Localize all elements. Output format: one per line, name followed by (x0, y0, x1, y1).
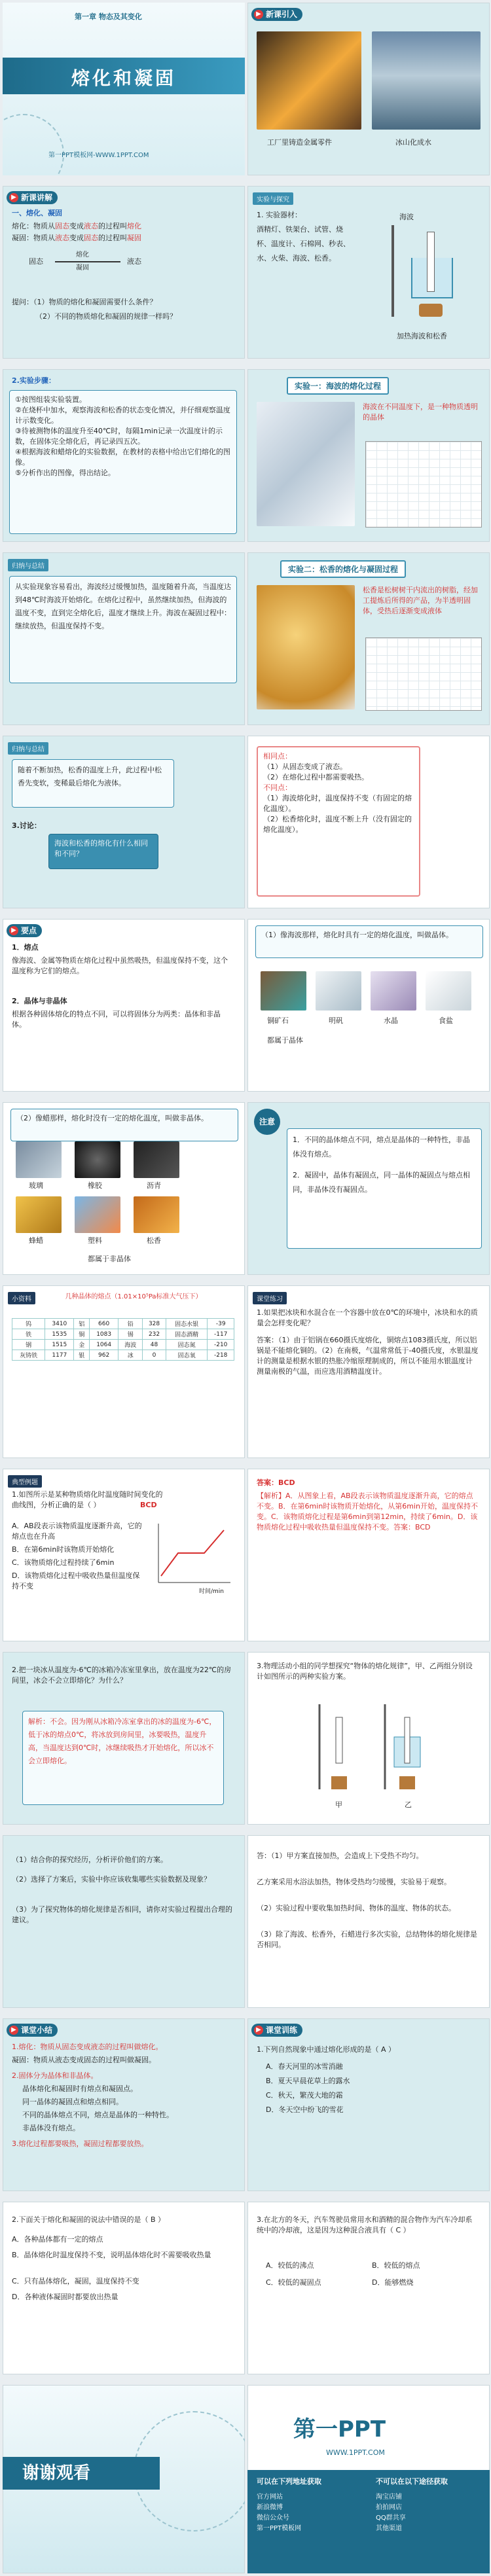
slide-summary-final (3, 2018, 245, 2191)
answer-d: （3）除了海波、松香外，石蜡进行多次实验，总结物体的熔化规律是否相同。 (257, 1930, 477, 1949)
thanks-text: 谢谢观看 (22, 2463, 91, 2483)
kp-heading-2: 2．晶体与非晶体 (12, 997, 67, 1005)
forbidden-title: 不可以在以下途径获取 (376, 2477, 448, 2486)
label-plastic: 塑料 (88, 1236, 102, 1245)
summary-line-2: 凝固：物质从液态变成固态的过程叫做凝固。 (12, 2056, 156, 2064)
diagram-melt: 熔化 (76, 251, 89, 259)
diagram-liquid: 液态 (127, 257, 141, 266)
section-tag: 归纳与总结 (8, 742, 48, 755)
def-key: 液态 (84, 222, 98, 230)
exp1-graph (365, 441, 482, 528)
def-key: 液态 (55, 234, 69, 242)
forbidden-item: 淘宝店铺 (376, 2494, 402, 2501)
slide-title-text: 课堂训练 (266, 2026, 298, 2035)
brand-logo (293, 2411, 386, 2443)
def-text: 的过程叫 (98, 222, 127, 230)
slide-title-text: 课堂小结 (21, 2026, 53, 2035)
bullet-icon: ▶ (9, 2026, 18, 2035)
option-d: D．各种液体凝固时都要放出热量 (12, 2293, 118, 2301)
salt-photo (426, 971, 471, 1011)
option-a: A．春天河里的冰雪消融 (266, 2062, 343, 2071)
option-a: A．较低的沸点 (266, 2261, 314, 2270)
option-a: A．各种晶体都有一定的熔点 (12, 2235, 103, 2244)
label-yi: 乙 (405, 1800, 412, 1809)
x-axis-label: 时间/min (199, 1588, 225, 1595)
discuss-label: 3.讨论： (12, 821, 41, 830)
label-glass: 玻璃 (29, 1181, 43, 1190)
casting-metal-photo (257, 31, 361, 130)
option-c: C．该物质熔化过程持续了6min (12, 1558, 115, 1567)
slide-title (7, 191, 58, 204)
diff-2: （2）松香熔化时，温度不断上升（没有固定的熔化温度）。 (263, 815, 412, 834)
exp2-title: 实验二：松香的熔化与凝固过程 (280, 560, 406, 578)
slide-title (251, 2024, 302, 2037)
temp-time-graph (152, 1517, 237, 1596)
slide-title-text: 新课讲解 (21, 193, 53, 202)
slide-example-1 (3, 1469, 245, 1641)
summary-line-4: 晶体熔化和凝固时有熔点和凝固点。 (22, 2084, 137, 2093)
practice-question: 1.如果把冰块和水混合在一个容器中放在0℃的环境中，冰块和水的质量会怎样变化呢？ (257, 1308, 478, 1327)
def-key: 凝固 (127, 234, 141, 242)
apparatus-drawing (378, 225, 477, 323)
label-haibo: 海波 (399, 213, 414, 221)
def-melting (12, 221, 141, 232)
slide-notice (247, 1102, 490, 1275)
melting-point-table (12, 1318, 234, 1361)
label-rubber: 橡胶 (88, 1181, 102, 1190)
slide-exp2 (247, 552, 490, 725)
allowed-title: 可以在下列地址获取 (257, 2477, 321, 2486)
exp2-graph (365, 637, 482, 711)
summary-line-7: 非晶体没有熔点。 (22, 2124, 80, 2132)
def-text: 熔化：物质从 (12, 222, 55, 230)
slide-example-3-answers (247, 1835, 490, 2008)
step-4: ④根据海波和蜡熔化的实验数据，在教材的表格中给出它们熔化的图像。 (15, 448, 230, 467)
summary-line-1: 1.熔化：物质从固态变成液态的过程叫做熔化。 (12, 2043, 163, 2051)
analysis-text: 【解析】A．从图象上看，AB段表示该物质温度逐渐升高，它的熔点不变。B．在第6min时该物质开始熔化，从第6min开始，温度保持不变。C．该物质熔化过程是第6min到第12min，持续了6min。D．该物质熔化过程中吸收热量但温度保持不变。答案：BCD (257, 1492, 479, 1531)
summary-line-6: 不同的晶体熔点不同，熔点是晶体的一种特性。 (22, 2111, 173, 2119)
example-question: 1.如图所示是某种物质熔化时温度随时间变化的曲线图，分析正确的是（ ） (12, 1490, 163, 1509)
rosin-photo (257, 585, 355, 709)
diagram-arrow (55, 261, 120, 262)
noncrystal-bottom: 都属于非晶体 (88, 1255, 131, 1263)
brand-name: 第一PPT (293, 2416, 386, 2442)
noncrystal-def: （2）像蜡那样，熔化时没有一定的熔化温度，叫做非晶体。 (10, 1109, 238, 1141)
training3-question: 3.在北方的冬天，汽车驾驶员常用水和酒精的混合物作为汽车冷却系统中的冷却液，这是因为这种混合液具有（ C ） (257, 2215, 473, 2234)
question-b: （2）选择了方案后，实验中你应该收集哪些实验数据及现象？ (12, 1875, 211, 1884)
step-2: ②在烧杯中加水，观察海波和松香的状态变化情况，并仔细观察温度计示数变化。 (15, 406, 230, 425)
test-tube (427, 232, 435, 292)
option-b: B．较低的熔点 (372, 2261, 420, 2270)
exp1-title: 实验一：海波的熔化过程 (287, 377, 389, 395)
crystal-def: （1）像海波那样，熔化时具有一定的熔化温度，叫做晶体。 (255, 925, 483, 958)
label-rosin: 松香 (147, 1236, 161, 1245)
slide-training-1 (247, 2018, 490, 2191)
allowed-item: 官方网站 (257, 2494, 283, 2501)
chapter-label: 第一章 物态及其变化 (75, 12, 142, 21)
answer-c: （2）实验过程中要收集加热时间、物体的温度、物体的状态。 (257, 1904, 456, 1912)
notice-box (287, 1128, 482, 1249)
allowed-item: 微信公众号 (257, 2514, 289, 2522)
compare-box (257, 746, 420, 897)
label-beeswax: 蜂蜡 (29, 1236, 43, 1245)
option-c: C．秋天，繁茂大地的霜 (266, 2091, 343, 2100)
cover-footer: 第一PPT模板网-WWW.1PPT.COM (48, 152, 149, 159)
curve (161, 1530, 224, 1576)
label-alum: 明矾 (329, 1016, 343, 1025)
same-1: （1）从固态变成了液态。 (263, 762, 347, 771)
practice-answer: 答案：（1）由于铝锅在660摄氏度熔化，铜熔点1083摄氏度，所以铝锅是不能熔化铜的。（2）在南极，气温常常低于-40摄氏度，水银温度计的测量是根据水银的热胀冷缩原理制成的，所以不能用水银温度计测量南极的气温，而应选用酒精温度计。 (257, 1336, 479, 1376)
slide-equipment (247, 186, 490, 359)
answer-a: 答：（1）甲方案直接加热，会造成上下受热不均匀。 (257, 1851, 424, 1860)
kp-para-1: 像海波、金属等物质在熔化过程中虽然吸热，但温度保持不变，这个温度称为它们的熔点。 (12, 956, 228, 975)
option-a: A．AB段表示该物质温度逐渐升高，它的熔点也在升高 (12, 1522, 142, 1541)
slide-intro (247, 3, 490, 175)
same-label: 相同点： (263, 752, 292, 760)
forbidden-item: 拍拍网店 (376, 2504, 402, 2511)
quartz-photo (371, 971, 416, 1011)
kp-heading-1: 1．熔点 (12, 943, 39, 952)
slide-compare (247, 736, 490, 908)
bullet-icon: ▶ (254, 10, 263, 19)
question-2: （2）不同的物质熔化和凝固的规律一样吗？ (35, 312, 177, 321)
slide-example-3-questions (3, 1835, 245, 2008)
question-a: （1）结合你的探究经历，分析评价他们的方案。 (12, 1855, 168, 1864)
apparatus-a (313, 1704, 365, 1796)
caption-casting: 工厂里铸造金属零件 (267, 138, 332, 147)
caption-iceberg: 冰山化成水 (395, 138, 431, 147)
brand-url: WWW.1PPT.COM (326, 2448, 385, 2457)
slide-keypoints (3, 919, 245, 1092)
notice-2: 2．凝固中，晶体有凝固点，同一晶体的凝固点与熔点相同，非晶体没有凝固点。 (293, 1171, 470, 1194)
option-c: C．只有晶体熔化，凝固，温度保持不变 (12, 2277, 139, 2285)
summary-box: 从实验现象容易看出，海波经过缓慢加热，温度随着升高，当温度达到48℃时海波开始熔化。在熔化过程中，虽然继续加热，但海波的温度不变，直到完全熔化后，温度才继续上升。海波在凝固过程中：继续放热，但温度保持不变。 (9, 576, 237, 683)
example3-question: 3.物理活动小组的同学想探究“物体的熔化规律”，甲、乙两组分别设计如图所示的两种实验方案。 (257, 1662, 473, 1681)
slide-steps (3, 369, 245, 542)
beeswax-photo (16, 1196, 62, 1233)
step-1: ①按图组装实验装置。 (15, 395, 86, 404)
slide-noncrystals (3, 1102, 245, 1275)
diff-1: （1）海波熔化时，温度保持不变（有固定的熔化温度）。 (263, 794, 412, 813)
subheading: 一、熔化、凝固 (12, 209, 62, 217)
slide-title (7, 924, 42, 937)
exp1-note: 海波在不同温度下，是一种物质透明的晶体 (363, 402, 478, 421)
apparatus-b (378, 1704, 431, 1796)
question-c: （3）为了探究物体的熔化规律是否相同，请你对实验过程提出合理的建议。 (12, 1905, 232, 1924)
forbidden-item: QQ群共享 (376, 2514, 406, 2522)
option-d: D．能够燃烧 (372, 2278, 414, 2287)
slide-practice-1 (247, 1285, 490, 1458)
rosin-summary: 随着不断加热，松香的温度上升，此过程中松香先变软，变稀最后熔化为液体。 (12, 759, 174, 808)
def-key: 固态 (84, 234, 98, 242)
iceberg-photo (372, 31, 481, 130)
step-3: ③待被测物体的温度升至40℃时，每隔1min记录一次温度计的示数，在固体完全熔化后，再记录四五次。 (15, 427, 223, 446)
rubber-photo (75, 1141, 120, 1178)
bullet-icon: ▶ (9, 193, 18, 202)
steps-box (9, 390, 237, 534)
bullet-icon: ▶ (9, 926, 18, 935)
section-tag: 小资料 (8, 1292, 35, 1304)
diagram-solid: 固态 (29, 257, 43, 266)
def-text: 的过程叫 (98, 234, 127, 242)
step-5: ⑤分析作出的图像，得出结论。 (15, 469, 115, 477)
def-freezing (12, 233, 141, 243)
slide-example-1-answer (247, 1469, 490, 1641)
slide-melting-def (3, 186, 245, 359)
slide-training-3 (247, 2202, 490, 2374)
label-asphalt: 沥青 (147, 1181, 161, 1190)
diff-label: 不同点： (263, 783, 292, 792)
slide-melting-points (3, 1285, 245, 1458)
training2-question: 2.下面关于熔化和凝固的说法中错误的是（ B ） (12, 2215, 166, 2224)
option-b: B．在第6min时该物质开始熔化 (12, 1545, 115, 1554)
def-key: 固态 (55, 222, 69, 230)
summary-line-3: 2.固体分为晶体和非晶体。 (12, 2071, 98, 2080)
kp-para-2: 根据各种固体熔化的特点不同，可以将固体分为两类：晶体和非晶体。 (12, 1010, 221, 1029)
answer-b: 乙方案采用水浴法加热，物体受热均匀缓慢，实验易于观察。 (257, 1878, 451, 1886)
asphalt-photo (134, 1141, 179, 1178)
cover-title: 熔化和凝固 (71, 67, 176, 89)
haibo-crystal-photo (257, 402, 355, 526)
question-1: 提问：（1）物质的熔化和凝固需要什么条件？ (12, 298, 157, 306)
slide-title (251, 8, 302, 21)
def-text: 凝固：物质从 (12, 234, 55, 242)
slide-title-text: 新课引入 (266, 10, 298, 19)
table-caption: 几种晶体的熔点（1.01×10⁵Pa标准大气压下） (65, 1293, 202, 1300)
label-quartz: 水晶 (384, 1016, 398, 1025)
option-d: D．冬天空中纷飞的雪花 (266, 2105, 344, 2114)
same-2: （2）在熔化过程中都需要吸热。 (263, 773, 369, 781)
table-row: 铁 1535 铜 1083 锡 232 固态酒精 -117 (12, 1329, 234, 1340)
apparatus-caption: 加热海波和松香 (397, 332, 447, 340)
steps-title: 2.实验步骤： (12, 376, 56, 385)
exp2-note: 松香是松树树干内流出的树脂，经加工提炼后所得的产品，为半透明固体，受热后逐渐变成液体 (363, 586, 478, 615)
label-copper-ore: 铜矿石 (267, 1016, 289, 1025)
allowed-item: 新浪微博 (257, 2504, 283, 2511)
summary-line-5: 同一晶体的凝固点和熔点相同。 (22, 2098, 123, 2106)
section-tag: 实验与探究 (253, 192, 293, 205)
slide-example-3 (247, 1652, 490, 1825)
summary-line-8: 3.熔化过程都要吸热，凝固过程都要放热。 (12, 2139, 149, 2148)
notice-1: 1．不同的晶体熔点不同，熔点是晶体的一种特性，非晶体没有熔点。 (293, 1136, 470, 1158)
slide-summary-2 (3, 736, 245, 908)
glass-photo (16, 1141, 62, 1178)
rosin-photo-small (134, 1196, 179, 1233)
option-d: D．该物质熔化过程中吸收热量但温度保持不变 (12, 1571, 140, 1590)
allowed-item: 第一PPT模板网 (257, 2525, 302, 2532)
def-text: 变成 (69, 222, 84, 230)
label-salt: 食盐 (439, 1016, 453, 1025)
alum-photo (316, 971, 361, 1011)
diagram-freeze: 凝固 (76, 264, 89, 272)
option-b: B．夏天早晨花草上的露水 (266, 2077, 350, 2085)
option-c: C．较低的凝固点 (266, 2278, 321, 2287)
slide-title (7, 2024, 58, 2037)
table-row: 钢 1515 金 1064 海波 48 固态氮 -210 (12, 1340, 234, 1350)
notice-badge-text: 注意 (259, 1117, 275, 1126)
slide-brand (247, 2385, 490, 2573)
crystal-bottom: 都属于晶体 (267, 1036, 303, 1045)
label-jia: 甲 (335, 1800, 342, 1809)
example2-question: 2.把一块冰从温度为-6℃的冰箱冷冻室里拿出，放在温度为22℃的房间里，冰会不会立即熔化？为什么？ (12, 1666, 232, 1685)
slide-cover (3, 3, 245, 175)
section-tag: 归纳与总结 (8, 559, 48, 571)
bullet-icon: ▶ (254, 2026, 263, 2035)
slide-title-text: 要点 (21, 926, 37, 935)
slide-exp1 (247, 369, 490, 542)
def-key: 熔化 (127, 222, 141, 230)
stand-rod (391, 225, 394, 317)
equipment-text: 1. 实验器材： 酒精灯、铁架台、试管、烧杯、温度计、石棉网、秒表、水、火柴、海波、松香。 (257, 211, 350, 262)
plastic-photo (75, 1196, 120, 1233)
slide-crystals (247, 919, 490, 1092)
slide-example-2 (3, 1652, 245, 1825)
slide-thanks (3, 2385, 245, 2573)
copper-ore-photo (261, 971, 306, 1011)
table-row: 钨 3410 铝 660 铅 328 固态水银 -39 (12, 1319, 234, 1329)
slide-summary-1 (3, 552, 245, 725)
alcohol-lamp (419, 304, 443, 317)
table-row: 灰铸铁 1177 银 962 冰 0 固态氧 -218 (12, 1350, 234, 1361)
answer-label: 答案：BCD (257, 1478, 295, 1487)
def-text: 变成 (69, 234, 84, 242)
discuss-question: 海波和松香的熔化有什么相同和不同？ (48, 834, 158, 869)
slide-training-2 (3, 2202, 245, 2374)
example2-answer: 解析：不会。因为刚从冰箱冷冻室拿出的冰的温度为-6℃，低于冰的熔点0℃，将冰放到房间里，冰要吸热，温度升高，当温度达到0℃时，冰继续吸热才开始熔化，所以冰不会立即熔化。 (22, 1711, 224, 1805)
forbidden-item: 其他渠道 (376, 2525, 402, 2532)
notice-badge (254, 1109, 280, 1135)
section-tag: 典型例题 (8, 1475, 42, 1488)
section-tag: 课堂练习 (253, 1292, 287, 1304)
cover-title-bar (3, 58, 245, 94)
option-b: B．晶体熔化时温度保持不变，说明晶体熔化时不需要吸收热量 (12, 2251, 211, 2259)
example-inline-answer: BCD (140, 1501, 157, 1509)
training-question: 1.下列自然现象中通过熔化形成的是（ A ） (257, 2045, 396, 2054)
